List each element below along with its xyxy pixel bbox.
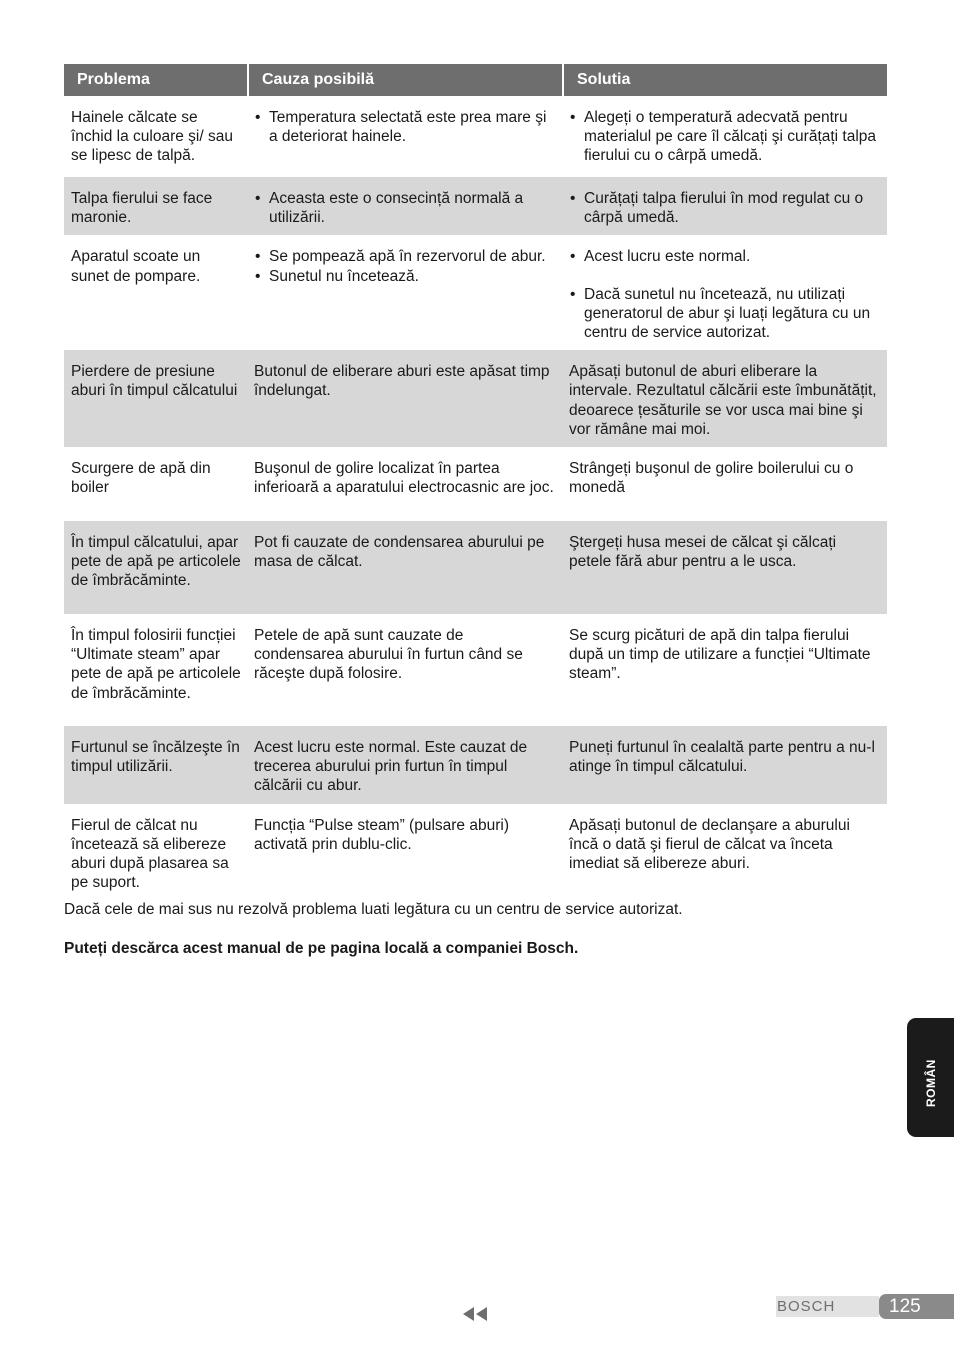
cause-cell: Pot fi cauzate de condensarea aburului pe masa de călcat. [247, 521, 562, 614]
problem-cell: Aparatul scoate un sunet de pompare. [71, 248, 201, 285]
language-label: ROMÂN [924, 1059, 938, 1107]
problem-cell: Furtunul se încălzeşte în timpul utilizării. [64, 726, 247, 804]
solution-cell: Apăsați butonul de aburi eliberare la intervale. Rezultatul călcării este îmbunătățit, deoarece țesăturile se vor usca mai bine şi vor rămâne mai moi. [562, 350, 887, 447]
solution-cell: Strângeți buşonul de golire boilerului cu o monedă [569, 460, 854, 497]
cause-list [254, 189, 556, 227]
cause-list [254, 247, 556, 285]
problem-cell: În timpul călcatului, apar pete de apă pe articolele de îmbrăcăminte. [64, 521, 247, 614]
table-header-row [64, 64, 887, 96]
list-item: • Aceasta este o consecință normală a utilizării. [254, 189, 556, 227]
table-row [64, 235, 887, 350]
cause-list [254, 108, 556, 146]
table-row [64, 804, 887, 901]
cause-cell: Acest lucru este normal. Este cauzat de trecerea aburului prin furtun în timpul călcării cu abur. [247, 726, 562, 804]
solution-cell: Puneți furtunul în cealaltă parte pentru a nu-l atinge în timpul călcatului. [562, 726, 887, 804]
cause-cell [247, 235, 562, 350]
list-item: • Se pompează apă în rezervorul de abur. [254, 247, 556, 266]
solution-cell [562, 96, 887, 177]
header-solution: Solutia [562, 64, 887, 96]
solution-list [569, 247, 881, 342]
arrow-left-icon [476, 1307, 487, 1321]
cause-cell: Petele de apă sunt cauzate de condensarea aburului în furtun când se răceşte după folosire. [254, 627, 523, 683]
table-row [64, 726, 887, 804]
problem-cell: Talpa fierului se face maronie. [64, 177, 247, 235]
problem-cell: Fierul de călcat nu încetează să elibereze aburi după plasarea sa pe suport. [71, 816, 229, 892]
page-number: 125 [879, 1294, 954, 1319]
solution-cell [562, 235, 887, 350]
list-item: • Sunetul nu încetează. [254, 267, 556, 286]
table-row [64, 521, 887, 614]
download-note: Puteți descărca acest manual de pe pagina locală a companiei Bosch. [64, 940, 579, 957]
list-item: • Alegeți o temperatură adecvată pentru materialul pe care îl călcați şi curățați talpa fierului cu o cârpă umedă. [569, 108, 881, 166]
footer-brand: BOSCH [776, 1296, 879, 1317]
cause-cell: Funcția “Pulse steam” (pulsare aburi) activată prin dublu-clic. [254, 816, 509, 853]
list-item: • Temperatura selectată este prea mare şi a deteriorat hainele. [254, 108, 556, 146]
arrow-left-icon [463, 1307, 474, 1321]
list-item: • Dacă sunetul nu încetează, nu utilizați generatorul de abur şi luați legătura cu un centru de service autorizat. [569, 285, 881, 343]
list-item: • Acest lucru este normal. [569, 247, 881, 266]
table-row [64, 447, 887, 521]
cause-cell [247, 96, 562, 177]
solution-cell: Se scurg picături de apă din talpa fierului după un timp de utilizare a funcției “Ultimate steam”. [569, 627, 871, 683]
problem-cell: În timpul folosirii funcției “Ultimate steam” apar pete de apă pe articolele de îmbrăcăminte. [71, 627, 241, 702]
table-row [64, 96, 887, 177]
cause-cell: Butonul de eliberare aburi este apăsat timp îndelungat. [247, 350, 562, 447]
problem-cell: Hainele călcate se închid la culoare şi/ sau se lipesc de talpă. [71, 109, 233, 165]
language-tab [907, 1018, 954, 1137]
troubleshooting-table [64, 64, 887, 900]
solution-list [569, 189, 881, 227]
table-row [64, 614, 887, 726]
solution-cell: Apăsați butonul de declanşare a aburului încă o dată şi fierul de călcat va înceta imediat să elibereze aburi. [569, 816, 850, 873]
table-row [64, 177, 887, 235]
header-cause: Cauza posibilă [247, 64, 562, 96]
header-problem: Problema [64, 64, 247, 96]
list-item: • Curățați talpa fierului în mod regulat cu o cârpă umedă. [569, 189, 881, 227]
solution-list [569, 108, 881, 166]
cause-cell: Buşonul de golire localizat în partea inferioară a aparatului electrocasnic are joc. [254, 460, 554, 497]
table-row [64, 350, 887, 447]
service-note: Dacă cele de mai sus nu rezolvă problema luati legătura cu un centru de service autorizat. [64, 901, 683, 918]
back-nav[interactable] [463, 1307, 487, 1321]
solution-cell [562, 177, 887, 235]
solution-cell: Ştergeți husa mesei de călcat şi călcați petele fără abur pentru a le usca. [562, 521, 887, 614]
problem-cell: Pierdere de presiune aburi în timpul călcatului [64, 350, 247, 447]
problem-cell: Scurgere de apă din boiler [71, 460, 211, 497]
cause-cell [247, 177, 562, 235]
